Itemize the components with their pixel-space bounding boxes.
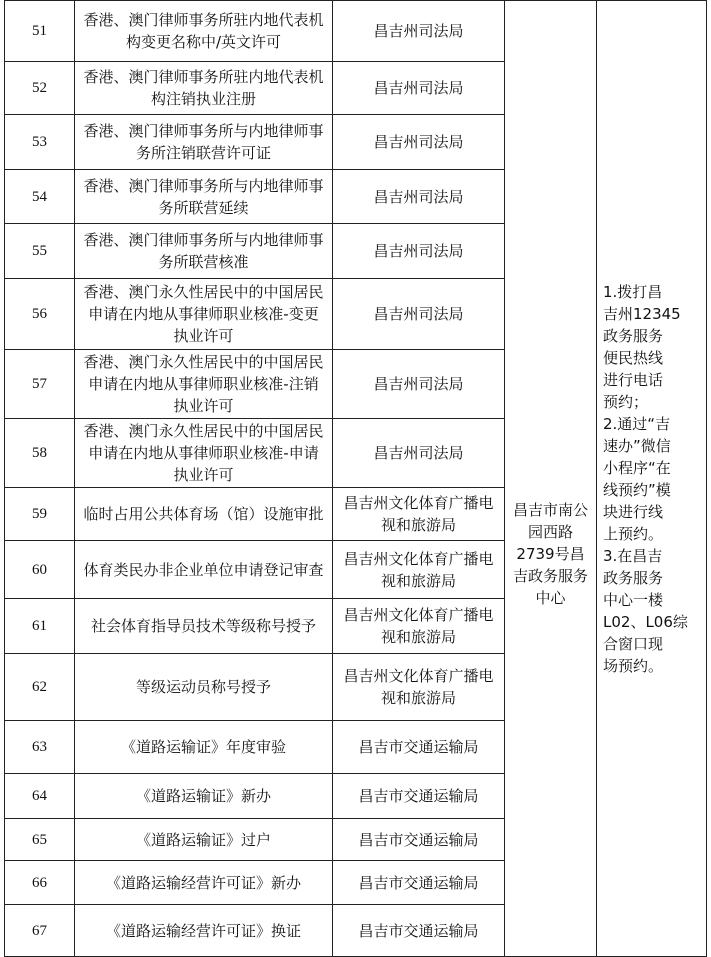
service-item-name: 临时占用公共体育场（馆）设施审批: [75, 488, 333, 541]
appointment-method-line: 预约；: [603, 392, 649, 411]
responsible-department: 昌吉州司法局: [333, 62, 505, 115]
responsible-department: 昌吉州文化体育广播电视和旅游局: [333, 654, 505, 721]
service-address: 昌吉市南公园西路2739号昌吉政务服务中心: [505, 1, 597, 957]
row-number: 58: [5, 419, 75, 488]
table-body: [5, 1, 707, 957]
row-number: 57: [5, 350, 75, 419]
row-number: 60: [5, 541, 75, 599]
row-number: 51: [5, 1, 75, 62]
responsible-department: 昌吉州司法局: [333, 1, 505, 62]
appointment-method-line: 中心一楼: [603, 590, 664, 609]
appointment-method-line: 政务服务: [603, 326, 664, 345]
responsible-department: 昌吉州司法局: [333, 224, 505, 279]
service-item-name: 《道路运输经营许可证》新办: [75, 861, 333, 905]
service-item-name: 香港、澳门永久性居民中的中国居民申请在内地从事律师职业核准-注销执业许可: [75, 350, 333, 419]
service-item-name: 社会体育指导员技术等级称号授予: [75, 599, 333, 654]
service-item-name: 香港、澳门律师事务所驻内地代表机构注销执业注册: [75, 62, 333, 115]
service-item-name: 香港、澳门永久性居民中的中国居民申请在内地从事律师职业核准-申请执业许可: [75, 419, 333, 488]
responsible-department: 昌吉州司法局: [333, 115, 505, 170]
appointment-method-line: 场预约。: [603, 656, 664, 675]
responsible-department: 昌吉市交通运输局: [333, 819, 505, 861]
appointment-method-line: L02、L06综: [603, 612, 688, 631]
appointment-method-line: 便民热线: [603, 348, 664, 367]
row-number: 55: [5, 224, 75, 279]
row-number: 54: [5, 170, 75, 224]
appointment-method-line: 合窗口现: [603, 634, 664, 653]
appointment-method-line: 1.拨打昌: [603, 282, 663, 301]
service-item-name: 《道路运输证》过户: [75, 819, 333, 861]
row-number: 61: [5, 599, 75, 654]
service-item-name: 《道路运输证》年度审验: [75, 721, 333, 774]
responsible-department: 昌吉州文化体育广播电视和旅游局: [333, 599, 505, 654]
appointment-method-line: 线预约”模: [603, 480, 671, 499]
row-number: 66: [5, 861, 75, 905]
responsible-department: 昌吉州司法局: [333, 419, 505, 488]
row-number: 59: [5, 488, 75, 541]
row-number: 65: [5, 819, 75, 861]
responsible-department: 昌吉州文化体育广播电视和旅游局: [333, 541, 505, 599]
appointment-method-line: 块进行线: [603, 502, 664, 521]
responsible-department: 昌吉市交通运输局: [333, 861, 505, 905]
table-row: [5, 1, 707, 62]
responsible-department: 昌吉州司法局: [333, 170, 505, 224]
service-item-name: 香港、澳门律师事务所与内地律师事务所注销联营许可证: [75, 115, 333, 170]
row-number: 67: [5, 905, 75, 957]
row-number: 56: [5, 279, 75, 350]
appointment-method-line: 进行电话: [603, 370, 664, 389]
service-item-name: 香港、澳门律师事务所与内地律师事务所联营核准: [75, 224, 333, 279]
service-table: [4, 0, 707, 957]
appointment-method: [597, 1, 707, 957]
appointment-method-line: 政务服务: [603, 568, 664, 587]
responsible-department: 昌吉市交通运输局: [333, 774, 505, 819]
row-number: 53: [5, 115, 75, 170]
row-number: 64: [5, 774, 75, 819]
service-item-name: 《道路运输证》新办: [75, 774, 333, 819]
appointment-method-line: 3.在昌吉: [603, 546, 663, 565]
service-item-name: 香港、澳门律师事务所驻内地代表机构变更名称中/英文许可: [75, 1, 333, 62]
responsible-department: 昌吉市交通运输局: [333, 721, 505, 774]
appointment-method-line: 小程序“在: [603, 458, 671, 477]
responsible-department: 昌吉市交通运输局: [333, 905, 505, 957]
service-item-name: 等级运动员称号授予: [75, 654, 333, 721]
appointment-method-line: 吉州12345: [603, 304, 681, 323]
responsible-department: 昌吉州司法局: [333, 350, 505, 419]
row-number: 63: [5, 721, 75, 774]
appointment-method-line: 2.通过“吉: [603, 414, 671, 433]
service-item-name: 体育类民办非企业单位申请登记审查: [75, 541, 333, 599]
appointment-method-line: 上预约。: [603, 524, 664, 543]
service-item-name: 香港、澳门永久性居民中的中国居民申请在内地从事律师职业核准-变更执业许可: [75, 279, 333, 350]
service-item-name: 香港、澳门律师事务所与内地律师事务所联营延续: [75, 170, 333, 224]
responsible-department: 昌吉州文化体育广播电视和旅游局: [333, 488, 505, 541]
row-number: 62: [5, 654, 75, 721]
row-number: 52: [5, 62, 75, 115]
appointment-method-line: 速办”微信: [603, 436, 671, 455]
service-item-name: 《道路运输经营许可证》换证: [75, 905, 333, 957]
responsible-department: 昌吉州司法局: [333, 279, 505, 350]
